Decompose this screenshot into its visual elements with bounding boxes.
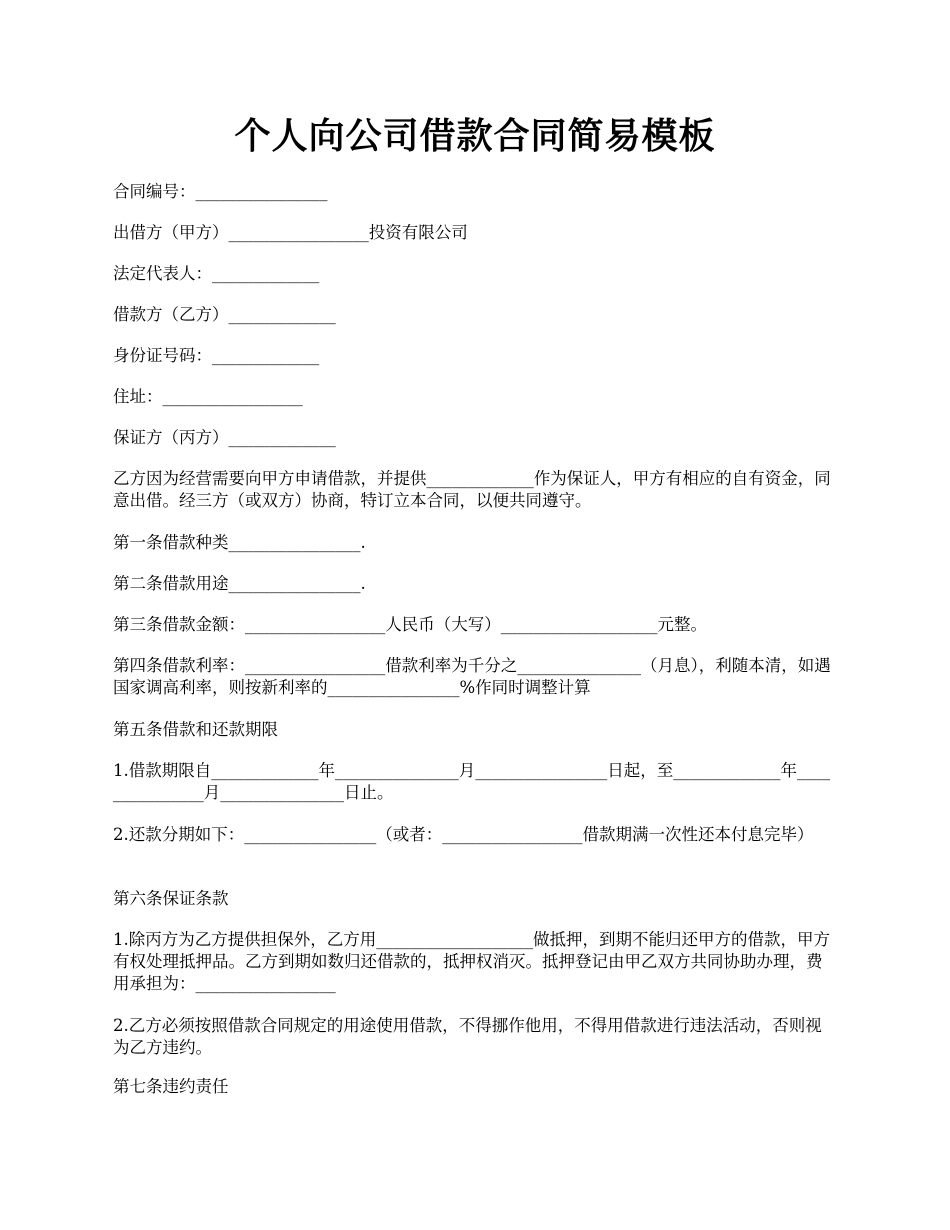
- article-6-heading: 第六条保证条款: [113, 889, 229, 908]
- address-line: 住址：_________________: [113, 387, 303, 406]
- borrower-line: 借款方（乙方）_____________: [113, 305, 336, 324]
- preamble-paragraph: 乙方因为经营需要向甲方申请借款，并提供_____________作为保证人，甲方有相应的自有资金，同意出借。经三方（或双方）协商，特订立本合同，以便共同遵守。: [113, 469, 831, 510]
- contract-number-line: 合同编号：________________: [113, 182, 328, 201]
- article-5-heading: 第五条借款和还款期限: [113, 720, 278, 739]
- lender-line: 出借方（甲方）_________________投资有限公司: [113, 223, 468, 242]
- collateral-clause: 1.除丙方为乙方提供担保外，乙方用___________________做抵押，到期不能归还甲方的借款，甲方有权处理抵押品。乙方到期如数归还借款的，抵押权消灭。抵押登记由甲乙双方共同协助办理，费用承担为：_________________: [113, 930, 830, 993]
- guarantor-line: 保证方（丙方）_____________: [113, 428, 336, 447]
- article-4-interest-rate: 第四条借款利率：_________________借款利率为千分之_______________（月息），利随本清，如遇国家调高利率，则按新利率的________________%作同时调整计算: [113, 656, 831, 697]
- article-7-heading: 第七条违约责任: [113, 1077, 229, 1096]
- loan-usage-clause: 2.乙方必须按照借款合同规定的用途使用借款，不得挪作他用，不得用借款进行违法活动，否则视为乙方违约。: [113, 1016, 822, 1057]
- id-number-line: 身份证号码：_____________: [113, 346, 320, 365]
- document-title: 个人向公司借款合同简易模板: [234, 115, 716, 157]
- loan-term-clause: 1.借款期限自_____________年_______________月________________日起，至_____________年_______________月_______________日止。: [113, 761, 830, 802]
- article-1-loan-type: 第一条借款种类________________.: [113, 533, 366, 552]
- article-2-loan-purpose: 第二条借款用途________________.: [113, 574, 366, 593]
- repayment-installment-clause: 2.还款分期如下：________________（或者：_________________借款期满一次性还本付息完毕）: [113, 825, 814, 844]
- legal-representative-line: 法定代表人：_____________: [113, 264, 320, 283]
- article-3-loan-amount: 第三条借款金额：_________________人民币（大写）___________________元整。: [113, 615, 707, 634]
